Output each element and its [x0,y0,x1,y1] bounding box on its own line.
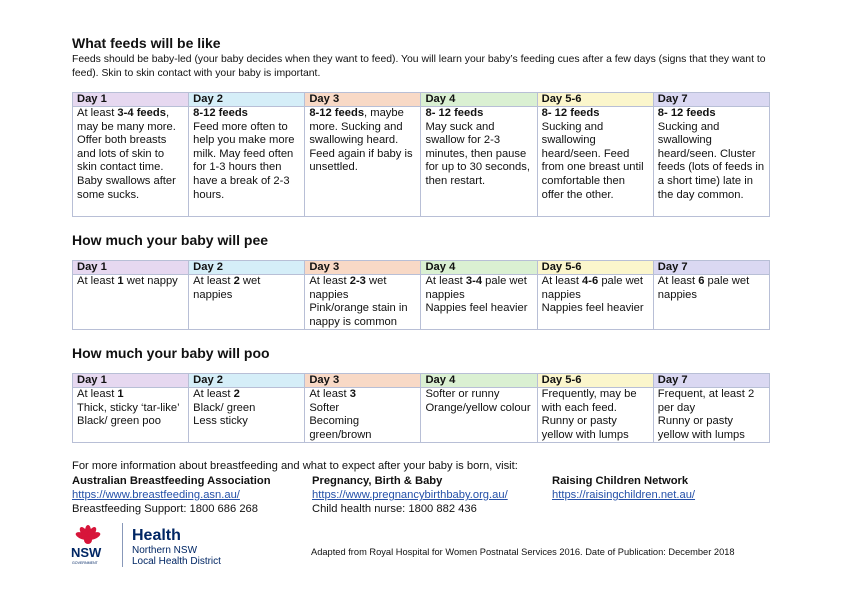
poo-header-day1: Day 1 [73,374,189,388]
logo-district-line1: Northern NSW [132,545,198,556]
poo-header-day4: Day 4 [421,374,537,388]
pee-table [72,260,770,330]
pee-cell-day2: At least 2 wet nappies [189,275,305,330]
poo-header-day2: Day 2 [189,374,305,388]
feeds-header-day5-6: Day 5-6 [537,93,653,107]
feeds-header-day3: Day 3 [305,93,421,107]
poo-cell-day2: At least 2 Black/ green Less sticky [189,388,305,443]
resource-pbb-name: Pregnancy, Birth & Baby [312,475,443,487]
poo-cell-day7: Frequent, at least 2 per day Runny or pasty yellow with lumps [653,388,769,443]
pee-section-title: How much your baby will pee [72,232,269,248]
poo-header-day3: Day 3 [305,374,421,388]
feeds-cell-day5-6: 8- 12 feeds Sucking and swallowing heard/seen. Feed from one breast until comfortable then offer the other. [537,107,653,217]
more-info-text: For more information about breastfeeding and what to expect after your baby is born, visit: [72,460,518,472]
poo-cell-day3: At least 3 Softer Becoming green/brown [305,388,421,443]
feeds-cell-day3: 8-12 feeds, maybe more. Sucking and swallowing heard. Feed again if baby is unsettled. [305,107,421,217]
logo-district-line2: Local Health District [132,556,221,567]
pee-cell-day7: At least 6 pale wet nappies [653,275,769,330]
feeds-section-title: What feeds will be like [72,35,221,51]
waratah-icon [75,525,102,544]
poo-cell-day5-6: Frequently, may be with each feed. Runny or pasty yellow with lumps [537,388,653,443]
pee-header-day3: Day 3 [305,261,421,275]
resource-rcn-link[interactable]: https://raisingchildren.net.au/ [552,489,696,501]
poo-header-day7: Day 7 [653,374,769,388]
pee-header-row [73,261,770,275]
pee-cell-day1: At least 1 wet nappy [73,275,189,330]
resource-rcn [552,474,695,502]
publication-credit: Adapted from Royal Hospital for Women Postnatal Services 2016. Date of Publication: December 2018 [311,547,735,557]
resource-pbb-link[interactable]: https://www.pregnancybirthbaby.org.au/ [312,489,508,501]
feeds-cell-day7: 8- 12 feeds Sucking and swallowing heard/seen. Cluster feeds (lots of feeds in a short time) late in the day common. [653,107,769,217]
feeds-header-row [73,93,770,107]
feeds-table [72,92,770,217]
logo-government-text: GOVERNMENT [72,561,98,565]
pee-header-day7: Day 7 [653,261,769,275]
feeds-header-day7: Day 7 [653,93,769,107]
resource-pbb-contact: Child health nurse: 1800 882 436 [312,503,477,515]
poo-section-title: How much your baby will poo [72,345,270,361]
feeds-cell-day4: 8- 12 feeds May suck and swallow for 2-3 minutes, then pause for up to 30 seconds, then restart. [421,107,537,217]
poo-cell-day4: Softer or runny Orange/yellow colour [421,388,537,443]
pee-cell-day4: At least 3-4 pale wet nappies Nappies feel heavier [421,275,537,330]
resource-rcn-name: Raising Children Network [552,475,689,487]
feeds-header-day4: Day 4 [421,93,537,107]
poo-table [72,373,770,443]
logo-nsw-text: NSW [71,545,102,560]
resource-aba-contact: Breastfeeding Support: 1800 686 268 [72,503,258,515]
feeds-header-day2: Day 2 [189,93,305,107]
nsw-health-logo [68,520,313,570]
pee-header-day2: Day 2 [189,261,305,275]
feeds-cell-day1: At least 3-4 feeds, may be many more. Offer both breasts and lots of skin to skin contact time. Baby swallows after some sucks. [73,107,189,217]
feeds-header-day1: Day 1 [73,93,189,107]
resource-aba-name: Australian Breastfeeding Association [72,475,271,487]
resource-pbb [312,474,508,516]
feeds-cell-day2: 8-12 feeds Feed more often to help you make more milk. May feed often for 1-3 hours then have a break of 2-3 hours. [189,107,305,217]
poo-body-row [73,388,770,443]
resource-aba-link[interactable]: https://www.breastfeeding.asn.au/ [72,489,240,501]
pee-body-row [73,275,770,330]
poo-cell-day1: At least 1 Thick, sticky ‘tar-like’ Black/ green poo [73,388,189,443]
resource-aba [72,474,271,516]
logo-divider [122,523,123,567]
pee-header-day4: Day 4 [421,261,537,275]
pee-header-day5-6: Day 5-6 [537,261,653,275]
poo-header-row [73,374,770,388]
poo-header-day5-6: Day 5-6 [537,374,653,388]
pee-cell-day5-6: At least 4-6 pale wet nappies Nappies feel heavier [537,275,653,330]
pee-header-day1: Day 1 [73,261,189,275]
logo-health-text: Health [132,527,181,544]
feeds-body-row [73,107,770,217]
feeds-intro-text: Feeds should be baby-led (your baby decides when they want to feed). You will learn your baby’s feeding cues after a few days (signs that they want to feed). Skin to skin contact with your baby is important. [72,54,766,79]
pee-cell-day3: At least 2-3 wet nappies Pink/orange stain in nappy is common [305,275,421,330]
